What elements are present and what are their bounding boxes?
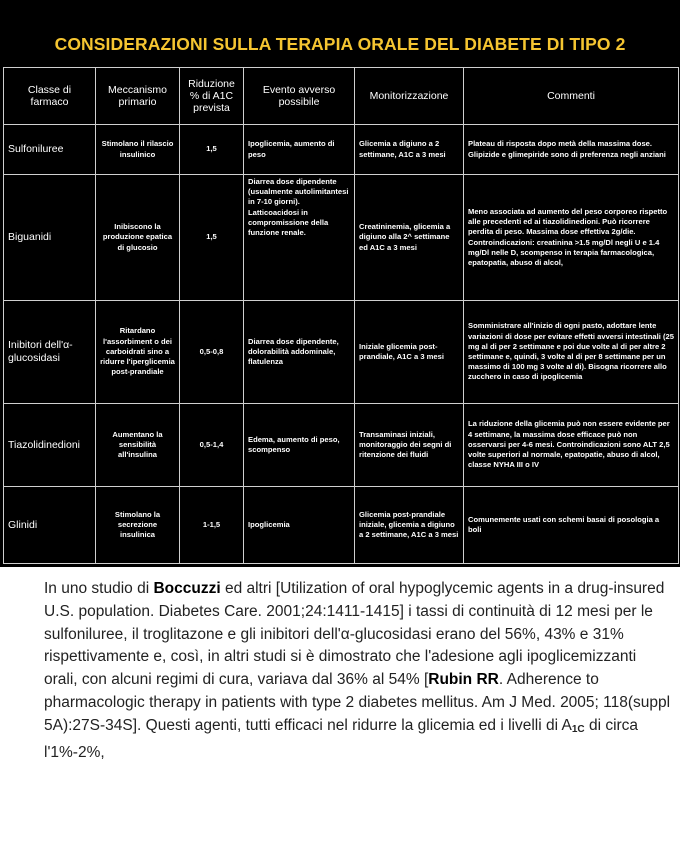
cell-commenti: Somministrare all'inizio di ogni pasto, adottare lente variazioni di dose per evitare effetti avversi intestinali (25 mg al di per 2 settimane e poi due volte al di per altre 2 settimane e, quindi, 3 volte al di per 8 settimane per un massimo di 100 mg 3 volte al di). Bisogna ricorrere allo zucchero in caso di ipoglicemia: [464, 301, 679, 404]
paragraph-text: [44, 578, 674, 764]
cell-evento: Edema, aumento di peso, scompenso: [244, 404, 355, 487]
table-row: [4, 487, 679, 564]
header-meccanismo: Meccanismo primario: [96, 68, 180, 125]
header-evento: Evento avverso possibile: [244, 68, 355, 125]
cell-evento: Ipoglicemia, aumento di peso: [244, 125, 355, 175]
cell-meccanismo: Aumentano la sensibilità all'insulina: [96, 404, 180, 487]
paragraph-part: ed altri [Utilization of oral hypoglycemic agents in a drug-insured U.S. population. Diabetes Care. 2001;24:1411-1415] i tassi di continuità di 12 mesi per le sulfoniluree, il troglitazone e gli inibitori dell'α-glucosidasi erano del 56%, 43% e 31% rispettivamente e, così, in altri studi si è dimostrato che l'adesione agli ipoglicemizzanti orali, con alcuni regimi di cura, variava dal 36% al 54% [: [44, 580, 665, 689]
table-row: [4, 301, 679, 404]
cell-monitor: Glicemia a digiuno a 2 settimane, A1C a 3 mesi: [355, 125, 464, 175]
cell-commenti: Plateau di risposta dopo metà della massima dose. Glipizide e glimepiride sono di preferenza negli anziani: [464, 125, 679, 175]
cell-monitor: Glicemia post-prandiale iniziale, glicemia a digiuno a 2 settimane, A1C a 3 mesi: [355, 487, 464, 564]
cell-riduzione: 1,5: [180, 175, 244, 301]
header-classe: Classe di farmaco: [4, 68, 96, 125]
cell-meccanismo: Ritardano l'assorbiment o dei carboidrati sino a ridurre l'iperglicemia post-prandiale: [96, 301, 180, 404]
cell-meccanismo: Stimolano il rilascio insulinico: [96, 125, 180, 175]
cell-evento: Ipoglicemia: [244, 487, 355, 564]
author-rubin: Rubin RR: [428, 671, 499, 689]
cell-riduzione: 1,5: [180, 125, 244, 175]
table-row: [4, 125, 679, 175]
cell-classe: Tiazolidinedioni: [4, 404, 96, 487]
cell-commenti: La riduzione della glicemia può non essere evidente per 4 settimane, la massima dose efficace può non osservarsi per 4-6 mesi. Controindicazioni sono ALT 2,5 volte superiori al normale, epatopatie, abuso di alcol, classe NYHA III o IV: [464, 404, 679, 487]
author-boccuzzi: Boccuzzi: [153, 580, 221, 597]
body-paragraph: [44, 578, 674, 764]
cell-evento: Diarrea dose dipendente (usualmente autolimitantesi in 7-10 giorni). Latticoacidosi in compromissione della funzione renale.: [244, 175, 355, 301]
paragraph-part: . Adherence to pharmacologic therapy in patients with type 2 diabetes mellitus. Am J Med. 2005; 118(suppl 5A):27S-34S]. Questi agenti, tutti efficaci nel ridurre la glicemia ed i livelli di A: [44, 671, 671, 734]
cell-meccanismo: Stimolano la secrezione insulinica: [96, 487, 180, 564]
cell-classe: Glinidi: [4, 487, 96, 564]
slide-title: CONSIDERAZIONI SULLA TERAPIA ORALE DEL DIABETE DI TIPO 2: [54, 34, 626, 54]
cell-commenti: Meno associata ad aumento del peso corporeo rispetto alle precedenti ed ai tiazolidinedioni. Può ricorrere perdita di peso. Massima dose effettiva 2g/die. Controindicazioni: creatinina >1.5 mg/Dl negli U e 1.4 mg/Dl nelle D, scompenso in terapia farmacologica, epatopatia, abuso di alcol,: [464, 175, 679, 301]
cell-meccanismo: Inibiscono la produzione epatica di glucosio: [96, 175, 180, 301]
cell-evento: Diarrea dose dipendente, dolorabilità addominale, flatulenza: [244, 301, 355, 404]
table-row: [4, 175, 679, 301]
cell-riduzione: 0,5-1,4: [180, 404, 244, 487]
cell-commenti: Comunemente usati con schemi basai di posologia a boli: [464, 487, 679, 564]
cell-classe: Inibitori dell'α-glucosidasi: [4, 301, 96, 404]
cell-monitor: Iniziale glicemia post-prandiale, A1C a 3 mesi: [355, 301, 464, 404]
cell-monitor: Creatininemia, glicemia a digiuno alla 2^ settimane ed A1C a 3 mesi: [355, 175, 464, 301]
paragraph-part: di circa l'1%-2%,: [44, 716, 639, 761]
cell-monitor: Transaminasi iniziali, monitoraggio dei segni di ritenzione dei fluidi: [355, 404, 464, 487]
cell-riduzione: 0,5-0,8: [180, 301, 244, 404]
table-row: [4, 404, 679, 487]
cell-riduzione: 1-1,5: [180, 487, 244, 564]
header-commenti: Commenti: [464, 68, 679, 125]
therapy-table: [3, 67, 679, 564]
header-monitorizzazione: Monitorizzazione: [355, 68, 464, 125]
a1c-subscript: 1C: [571, 723, 585, 735]
cell-classe: Biguanidi: [4, 175, 96, 301]
header-riduzione: Riduzione % di A1C prevista: [180, 68, 244, 125]
cell-classe: Sulfoniluree: [4, 125, 96, 175]
paragraph-part: In uno studio di: [44, 580, 154, 597]
table-header-row: [4, 68, 679, 125]
